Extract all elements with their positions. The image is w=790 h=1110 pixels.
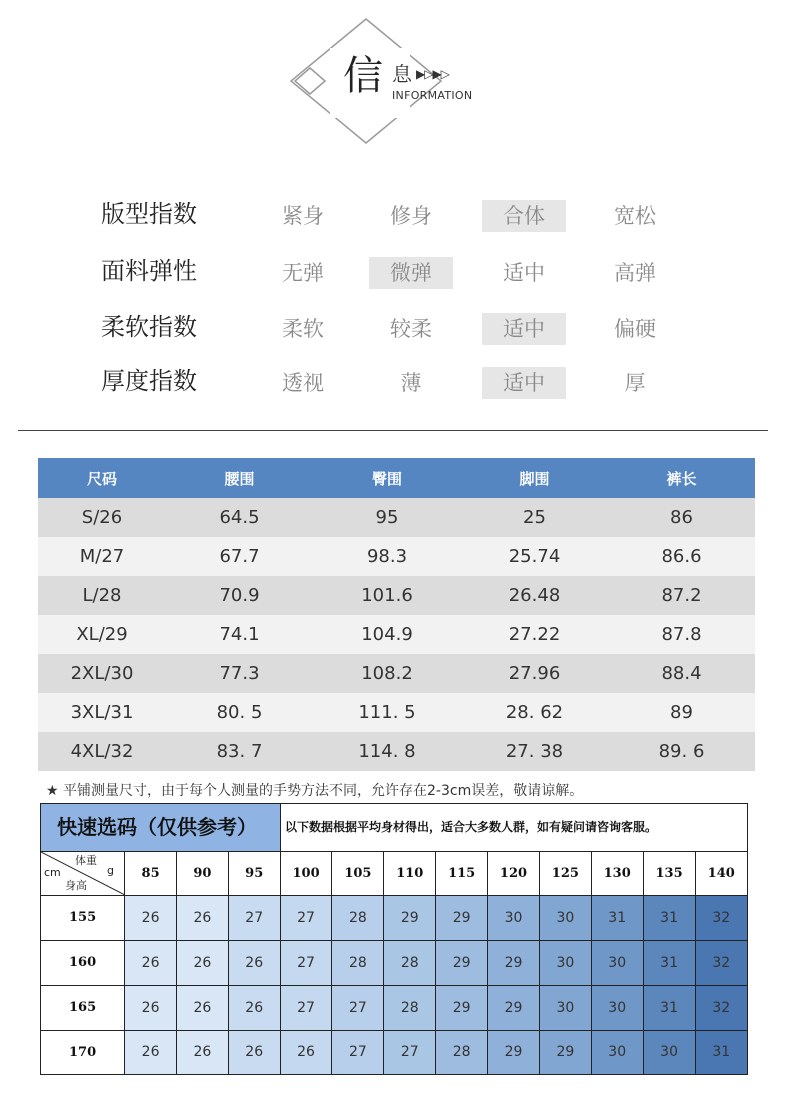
size-cell: 28 xyxy=(436,1030,488,1074)
attr-label: 厚度指数 xyxy=(101,367,197,395)
height-row xyxy=(41,895,747,940)
size-cell: 27 xyxy=(332,985,384,1030)
table-cell: 86 xyxy=(608,498,755,537)
grid-corner xyxy=(41,852,125,895)
size-cell: 31 xyxy=(591,895,643,940)
weight-header: 85 xyxy=(125,852,177,895)
weight-header: 105 xyxy=(332,852,384,895)
table-row xyxy=(38,732,755,771)
table-row xyxy=(38,537,755,576)
table-cell: 28. 62 xyxy=(461,693,608,732)
table-cell: 2XL/30 xyxy=(38,654,166,693)
size-cell: 28 xyxy=(384,940,436,985)
table-cell: 88.4 xyxy=(608,654,755,693)
attr-row-elasticity xyxy=(0,253,790,289)
table-cell: 27. 38 xyxy=(461,732,608,771)
attr-row-softness xyxy=(0,309,790,345)
weight-header-row xyxy=(41,852,747,895)
size-recommendation-grid xyxy=(41,852,747,1074)
header-title-small: 息 xyxy=(392,62,412,86)
diamond-frame-icon xyxy=(290,18,490,148)
corner-cm-label: cm xyxy=(44,866,61,879)
section-divider xyxy=(18,430,768,431)
size-cell: 30 xyxy=(591,940,643,985)
table-cell: 87.8 xyxy=(608,615,755,654)
size-cell: 28 xyxy=(332,895,384,940)
table-cell: 95 xyxy=(313,498,461,537)
height-row xyxy=(41,1030,747,1074)
weight-header: 125 xyxy=(539,852,591,895)
weight-header: 90 xyxy=(177,852,229,895)
size-cell: 29 xyxy=(488,1030,540,1074)
table-cell: L/28 xyxy=(38,576,166,615)
size-cell: 26 xyxy=(125,895,177,940)
table-cell: 70.9 xyxy=(166,576,313,615)
size-cell: 27 xyxy=(332,1030,384,1074)
table-row xyxy=(38,498,755,537)
size-cell: 27 xyxy=(228,895,280,940)
size-cell: 32 xyxy=(695,895,747,940)
attr-row-fit xyxy=(0,196,790,232)
quick-select-title: 快速选码（仅供参考） xyxy=(41,804,281,852)
size-cell: 32 xyxy=(695,940,747,985)
size-cell: 29 xyxy=(436,895,488,940)
table-cell: 104.9 xyxy=(313,615,461,654)
height-header: 160 xyxy=(41,940,125,985)
size-cell: 27 xyxy=(280,985,332,1030)
table-cell: 4XL/32 xyxy=(38,732,166,771)
weight-header: 135 xyxy=(643,852,695,895)
size-table-header xyxy=(38,458,755,498)
measurement-note: ★ 平铺测量尺寸，由于每个人测量的手势方法不同，允许存在2-3cm误差，敬请谅解。 xyxy=(46,783,584,799)
table-row xyxy=(38,615,755,654)
size-cell: 30 xyxy=(643,1030,695,1074)
attr-option: 偏硬 xyxy=(614,317,656,341)
header-subtitle: INFORMATION xyxy=(392,89,473,102)
info-header xyxy=(290,18,490,148)
attr-option-selected: 合体 xyxy=(482,200,566,232)
size-cell: 26 xyxy=(177,940,229,985)
table-cell: 77.3 xyxy=(166,654,313,693)
size-cell: 30 xyxy=(539,940,591,985)
weight-header: 115 xyxy=(436,852,488,895)
table-cell: 108.2 xyxy=(313,654,461,693)
size-cell: 30 xyxy=(488,895,540,940)
size-cell: 30 xyxy=(591,1030,643,1074)
size-cell: 27 xyxy=(280,940,332,985)
size-cell: 29 xyxy=(436,940,488,985)
column-header: 臀围 xyxy=(313,458,461,498)
table-cell: 89. 6 xyxy=(608,732,755,771)
size-cell: 31 xyxy=(643,895,695,940)
table-cell: 89 xyxy=(608,693,755,732)
size-cell: 31 xyxy=(643,940,695,985)
size-cell: 27 xyxy=(280,895,332,940)
size-cell: 26 xyxy=(177,985,229,1030)
weight-header: 120 xyxy=(488,852,540,895)
height-header: 155 xyxy=(41,895,125,940)
attr-label: 柔软指数 xyxy=(101,313,197,341)
height-row xyxy=(41,985,747,1030)
size-cell: 27 xyxy=(384,1030,436,1074)
table-cell: 25 xyxy=(461,498,608,537)
size-cell: 30 xyxy=(539,985,591,1030)
size-cell: 26 xyxy=(228,985,280,1030)
table-cell: 27.22 xyxy=(461,615,608,654)
size-cell: 26 xyxy=(125,1030,177,1074)
arrow-decoration-icon: ▶▷▶▷ xyxy=(416,67,449,81)
attr-option: 薄 xyxy=(400,371,422,395)
table-cell: XL/29 xyxy=(38,615,166,654)
size-cell: 31 xyxy=(695,1030,747,1074)
table-cell: 64.5 xyxy=(166,498,313,537)
attr-option: 宽松 xyxy=(614,204,656,228)
column-header: 腰围 xyxy=(166,458,313,498)
attr-option-selected: 适中 xyxy=(482,367,566,399)
attr-option: 无弹 xyxy=(282,261,324,285)
size-cell: 28 xyxy=(332,940,384,985)
table-cell: 101.6 xyxy=(313,576,461,615)
table-cell: 83. 7 xyxy=(166,732,313,771)
weight-header: 140 xyxy=(695,852,747,895)
attr-label: 面料弹性 xyxy=(101,257,197,285)
size-cell: 26 xyxy=(177,895,229,940)
attr-option: 适中 xyxy=(503,261,545,285)
attr-option: 紧身 xyxy=(282,204,324,228)
table-cell: 114. 8 xyxy=(313,732,461,771)
table-row xyxy=(38,693,755,732)
size-cell: 26 xyxy=(177,1030,229,1074)
table-cell: 74.1 xyxy=(166,615,313,654)
attr-option: 较柔 xyxy=(390,317,432,341)
table-cell: 3XL/31 xyxy=(38,693,166,732)
size-cell: 29 xyxy=(488,985,540,1030)
attr-option: 修身 xyxy=(390,204,432,228)
weight-header: 130 xyxy=(591,852,643,895)
column-header: 裤长 xyxy=(608,458,755,498)
corner-weight-label: 体重 xyxy=(75,854,97,867)
quick-size-selector xyxy=(40,803,748,1075)
table-cell: S/26 xyxy=(38,498,166,537)
height-header: 165 xyxy=(41,985,125,1030)
size-cell: 29 xyxy=(539,1030,591,1074)
attr-option: 柔软 xyxy=(282,317,324,341)
table-cell: 111. 5 xyxy=(313,693,461,732)
size-cell: 29 xyxy=(384,895,436,940)
corner-height-label: 身高 xyxy=(65,879,87,892)
weight-header: 95 xyxy=(228,852,280,895)
corner-g-label: g xyxy=(107,864,114,877)
table-cell: 98.3 xyxy=(313,537,461,576)
header-title-big: 信 xyxy=(343,53,383,99)
table-cell: 25.74 xyxy=(461,537,608,576)
column-header: 脚围 xyxy=(461,458,608,498)
size-cell: 26 xyxy=(228,1030,280,1074)
table-cell: 27.96 xyxy=(461,654,608,693)
table-cell: 26.48 xyxy=(461,576,608,615)
size-cell: 31 xyxy=(643,985,695,1030)
weight-header: 110 xyxy=(384,852,436,895)
size-cell: 26 xyxy=(125,985,177,1030)
height-header: 170 xyxy=(41,1030,125,1074)
column-header: 尺码 xyxy=(38,458,166,498)
attr-label: 版型指数 xyxy=(101,200,197,228)
table-cell: 87.2 xyxy=(608,576,755,615)
size-cell: 28 xyxy=(384,985,436,1030)
table-row xyxy=(38,654,755,693)
quick-select-description: 以下数据根据平均身材得出，适合大多数人群，如有疑问请咨询客服。 xyxy=(281,804,747,852)
table-row xyxy=(38,576,755,615)
table-cell: 86.6 xyxy=(608,537,755,576)
attr-option-selected: 适中 xyxy=(482,313,566,345)
size-cell: 30 xyxy=(591,985,643,1030)
table-cell: 80. 5 xyxy=(166,693,313,732)
attr-option: 厚 xyxy=(624,371,646,395)
size-cell: 30 xyxy=(539,895,591,940)
weight-header: 100 xyxy=(280,852,332,895)
attr-option: 透视 xyxy=(282,371,324,395)
height-row xyxy=(41,940,747,985)
size-cell: 29 xyxy=(436,985,488,1030)
table-cell: 67.7 xyxy=(166,537,313,576)
size-cell: 26 xyxy=(125,940,177,985)
attr-row-thickness xyxy=(0,363,790,399)
size-cell: 26 xyxy=(228,940,280,985)
attr-option: 高弹 xyxy=(614,261,656,285)
size-cell: 26 xyxy=(280,1030,332,1074)
size-cell: 32 xyxy=(695,985,747,1030)
table-cell: M/27 xyxy=(38,537,166,576)
size-table xyxy=(38,458,755,771)
size-cell: 29 xyxy=(488,940,540,985)
attr-option-selected: 微弹 xyxy=(369,257,453,289)
